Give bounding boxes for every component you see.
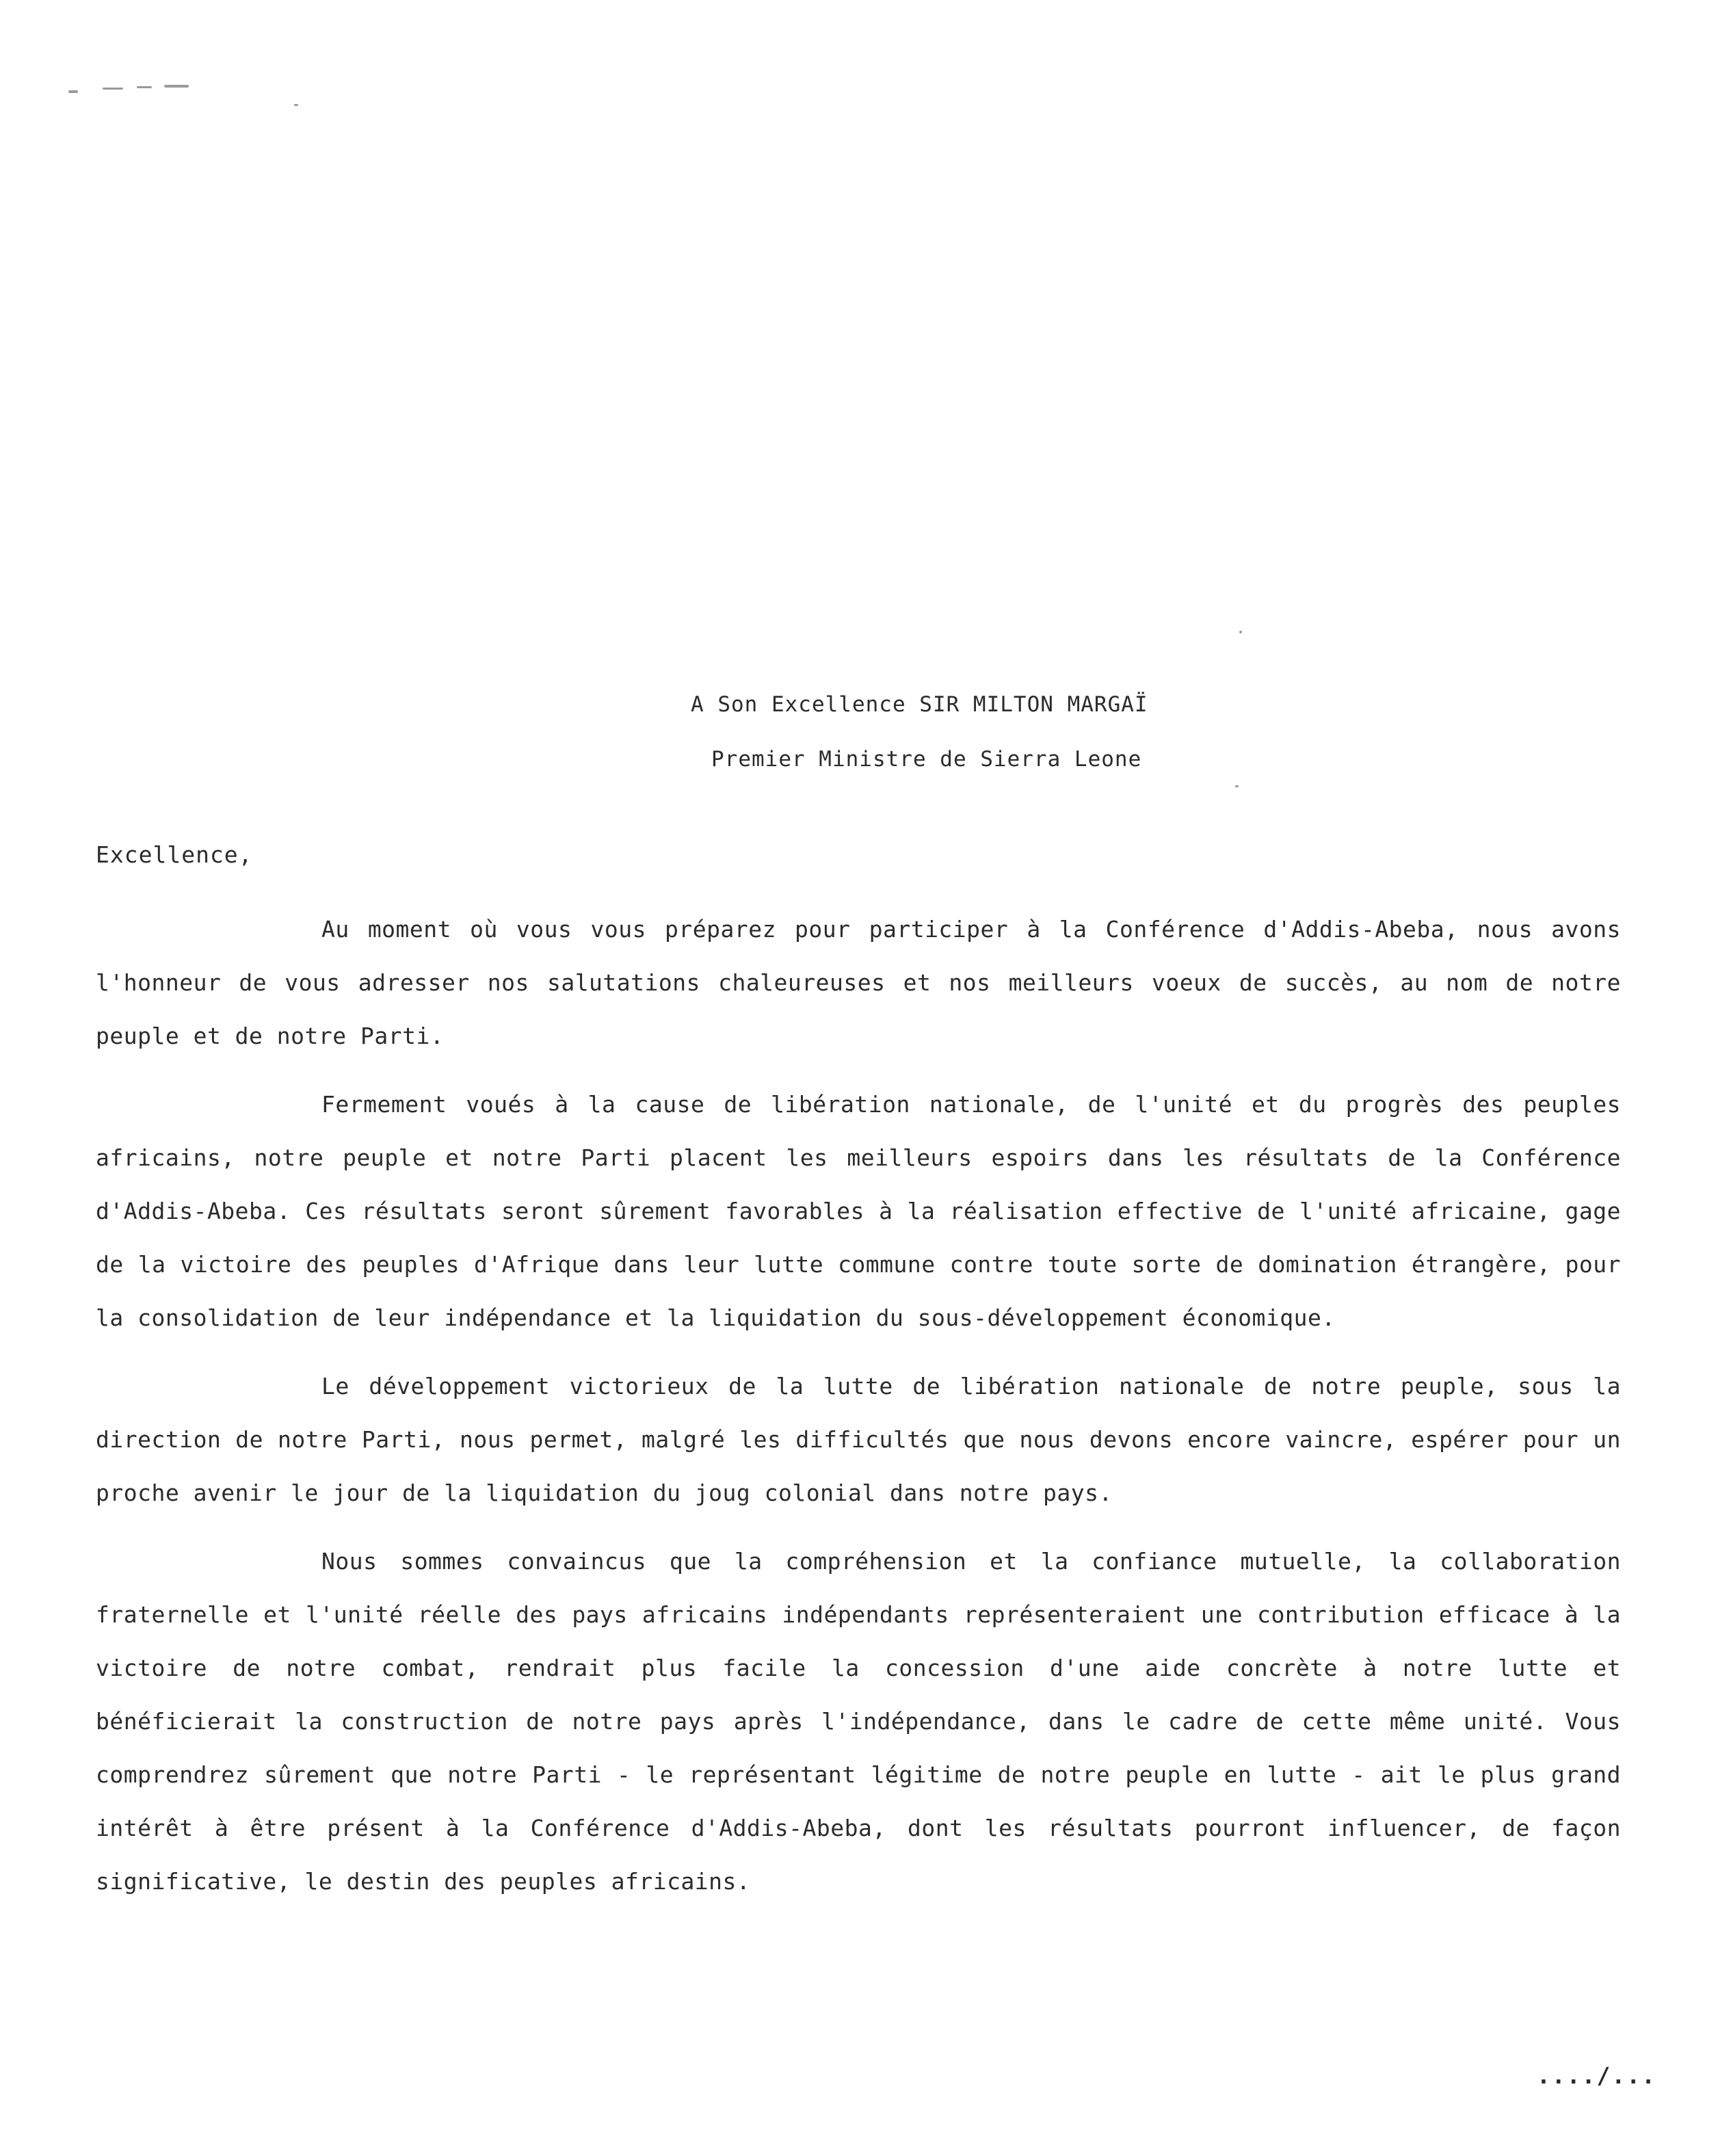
addressee-name: A Son Excellence SIR MILTON MARGAÏ <box>691 692 1148 717</box>
addressee-block <box>684 677 1299 787</box>
paragraph-liberation: Le développement victorieux de la lutte de libération nationale de notre peuple, sous la direction de notre Parti, nous permet, malgré les difficultés que nous devons encore vaincre, espérer pour un proche avenir le jour de la liquidation du joug colonial dans notre pays. <box>96 1373 1621 1506</box>
salutation: Excellence, <box>96 841 253 868</box>
addressee-title: Premier Ministre de Sierra Leone <box>711 747 1142 772</box>
letter-body <box>96 903 1621 1923</box>
scan-speck <box>137 86 152 88</box>
scan-speck <box>103 88 123 90</box>
continuation-mark: ..../... <box>1537 2062 1656 2089</box>
scan-speck <box>1239 631 1242 633</box>
paragraph-greeting: Au moment où vous vous préparez pour participer à la Conférence d'Addis-Abeba, nous avons l'honneur de vous adresser nos salutations chaleureuses et nos meilleurs voeux de succès, au nom de notre peuple et de notre Parti. <box>96 916 1621 1049</box>
paragraph-unity: Nous sommes convaincus que la compréhension et la confiance mutuelle, la collaboration fraternelle et l'unité réelle des pays africains indépendants représenteraient une contribution efficace à la victoire de notre combat, rendrait plus facile la concession d'une aide concrète à notre lutte et bénéficierait la construction de notre pays après l'indépendance, dans le cadre de cette même unité. Vous comprendrez sûrement que notre Parti - le représentant légitime de notre peuple en lutte - ait le plus grand intérêt à être présent à la Conférence d'Addis-Abeba, dont les résultats pourront influencer, de façon significative, le destin des peuples africains. <box>96 1548 1621 1895</box>
paragraph-hopes: Fermement voués à la cause de libération nationale, de l'unité et du progrès des peuples africains, notre peuple et notre Parti placent les meilleurs espoirs dans les résultats de la Conférence d'Addis-Abeba. Ces résultats seront sûrement favorables à la réalisation effective de l'unité africaine, gage de la victoire des peuples d'Afrique dans leur lutte commune contre toute sorte de domination étrangère, pour la consolidation de leur indépendance et la liquidation du sous-développement économique. <box>96 1091 1621 1331</box>
scan-speck <box>68 90 78 93</box>
scan-speck <box>164 85 189 88</box>
scan-speck <box>294 104 298 106</box>
